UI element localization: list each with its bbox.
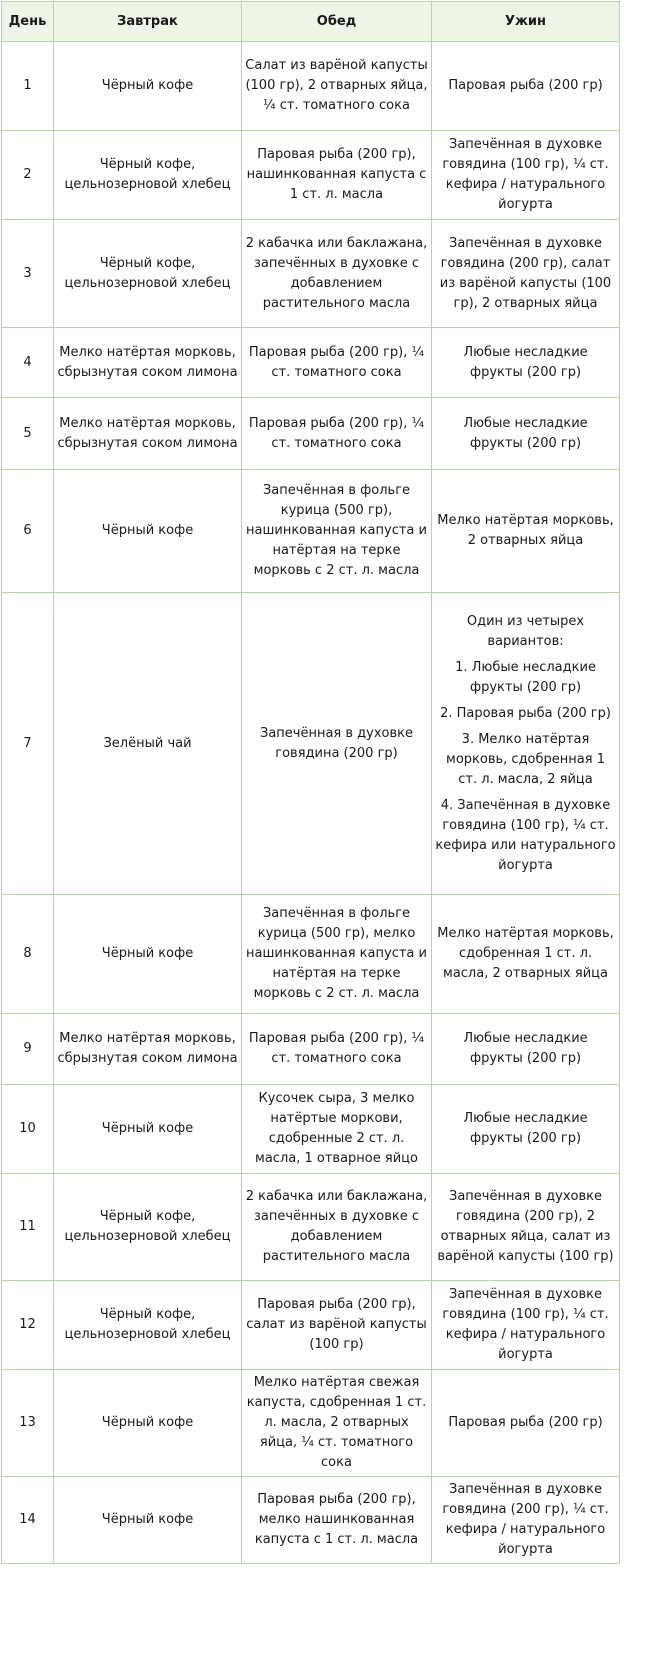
lunch-cell: Салат из варёной капусты (100 гр), 2 отварных яйца, ¼ ст. томатного сока	[242, 42, 432, 131]
day-cell: 9	[2, 1014, 54, 1085]
day-cell: 11	[2, 1174, 54, 1281]
table-row	[2, 1014, 620, 1085]
table-row	[2, 1281, 620, 1370]
table-row	[2, 593, 620, 895]
breakfast-cell: Чёрный кофе	[54, 470, 242, 593]
day-cell: 8	[2, 895, 54, 1014]
day-cell: 7	[2, 593, 54, 895]
lunch-cell: Паровая рыба (200 гр), салат из варёной капусты (100 гр)	[242, 1281, 432, 1370]
breakfast-cell: Чёрный кофе, цельнозерновой хлебец	[54, 131, 242, 220]
table-row	[2, 470, 620, 593]
dinner-option-item: 1. Любые несладкие фрукты (200 гр)	[455, 659, 596, 695]
breakfast-cell: Чёрный кофе	[54, 1477, 242, 1564]
day-cell: 3	[2, 220, 54, 328]
header-breakfast: Завтрак	[54, 2, 242, 42]
dinner-cell: Мелко натёртая морковь, 2 отварных яйца	[432, 470, 620, 593]
breakfast-cell: Чёрный кофе, цельнозерновой хлебец	[54, 1281, 242, 1370]
breakfast-cell: Чёрный кофе	[54, 1085, 242, 1174]
dinner-cell: Запечённая в духовке говядина (100 гр), ¼ ст. кефира / натурального йогурта	[432, 1281, 620, 1370]
lunch-cell: 2 кабачка или баклажана, запечённых в духовке с добавлением растительного масла	[242, 1174, 432, 1281]
lunch-cell: 2 кабачка или баклажана, запечённых в духовке с добавлением растительного масла	[242, 220, 432, 328]
dinner-cell: Паровая рыба (200 гр)	[432, 1370, 620, 1477]
lunch-cell: Паровая рыба (200 гр), нашинкованная капуста с 1 ст. л. масла	[242, 131, 432, 220]
dinner-cell: Мелко натёртая морковь, сдобренная 1 ст. л. масла, 2 отварных яйца	[432, 895, 620, 1014]
day-cell: 13	[2, 1370, 54, 1477]
dinner-cell: Запечённая в духовке говядина (200 гр), ¼ ст. кефира / натурального йогурта	[432, 1477, 620, 1564]
day-cell: 6	[2, 470, 54, 593]
day-cell: 5	[2, 398, 54, 470]
dinner-option-item: 2. Паровая рыба (200 гр)	[440, 705, 611, 721]
header-lunch: Обед	[242, 2, 432, 42]
table-row	[2, 42, 620, 131]
dinner-cell: Запечённая в духовке говядина (100 гр), ¼ ст. кефира / натурального йогурта	[432, 131, 620, 220]
breakfast-cell: Мелко натёртая морковь, сбрызнутая соком лимона	[54, 328, 242, 398]
table-row	[2, 398, 620, 470]
lunch-cell: Запечённая в фольге курица (500 гр), нашинкованная капуста и натёртая на терке морковь с 2 ст. л. масла	[242, 470, 432, 593]
dinner-options-cell	[432, 593, 620, 895]
dinner-options-intro: Один из четырех вариантов:	[466, 613, 585, 649]
table-row	[2, 328, 620, 398]
lunch-cell: Паровая рыба (200 гр), ¼ ст. томатного сока	[242, 1014, 432, 1085]
day-cell: 4	[2, 328, 54, 398]
breakfast-cell: Чёрный кофе	[54, 42, 242, 131]
lunch-cell: Запечённая в духовке говядина (200 гр)	[242, 593, 432, 895]
table-row	[2, 1174, 620, 1281]
lunch-cell: Паровая рыба (200 гр), ¼ ст. томатного сока	[242, 328, 432, 398]
table-row	[2, 895, 620, 1014]
dinner-cell: Любые несладкие фрукты (200 гр)	[432, 1014, 620, 1085]
header-dinner: Ужин	[432, 2, 620, 42]
diet-table	[1, 1, 620, 1564]
table-row	[2, 1370, 620, 1477]
dinner-option-item: 4. Запечённая в духовке говядина (100 гр), ¼ ст. кефира или натурального йогурта	[435, 797, 616, 873]
day-cell: 2	[2, 131, 54, 220]
lunch-cell: Мелко натёртая свежая капуста, сдобренная 1 ст. л. масла, 2 отварных яйца, ¼ ст. томатного сока	[242, 1370, 432, 1477]
day-cell: 1	[2, 42, 54, 131]
breakfast-cell: Мелко натёртая морковь, сбрызнутая соком лимона	[54, 1014, 242, 1085]
dinner-cell: Любые несладкие фрукты (200 гр)	[432, 398, 620, 470]
lunch-cell: Запечённая в фольге курица (500 гр), мелко нашинкованная капуста и натёртая на терке морковь с 2 ст. л. масла	[242, 895, 432, 1014]
breakfast-cell: Чёрный кофе, цельнозерновой хлебец	[54, 220, 242, 328]
lunch-cell: Паровая рыба (200 гр), ¼ ст. томатного сока	[242, 398, 432, 470]
breakfast-cell: Зелёный чай	[54, 593, 242, 895]
breakfast-cell: Чёрный кофе, цельнозерновой хлебец	[54, 1174, 242, 1281]
table-row	[2, 131, 620, 220]
dinner-cell: Запечённая в духовке говядина (200 гр), 2 отварных яйца, салат из варёной капусты (100 гр)	[432, 1174, 620, 1281]
breakfast-cell: Чёрный кофе	[54, 1370, 242, 1477]
day-cell: 12	[2, 1281, 54, 1370]
breakfast-cell: Мелко натёртая морковь, сбрызнутая соком лимона	[54, 398, 242, 470]
header-row	[2, 2, 620, 42]
dinner-option-item: 3. Мелко натёртая морковь, сдобренная 1 ст. л. масла, 2 яйца	[446, 731, 605, 787]
table-row	[2, 1085, 620, 1174]
dinner-cell: Запечённая в духовке говядина (200 гр), салат из варёной капусты (100 гр), 2 отварных яйца	[432, 220, 620, 328]
lunch-cell: Кусочек сыра, 3 мелко натёртые моркови, сдобренные 2 ст. л. масла, 1 отварное яйцо	[242, 1085, 432, 1174]
lunch-cell: Паровая рыба (200 гр), мелко нашинкованная капуста с 1 ст. л. масла	[242, 1477, 432, 1564]
day-cell: 14	[2, 1477, 54, 1564]
table-row	[2, 1477, 620, 1564]
breakfast-cell: Чёрный кофе	[54, 895, 242, 1014]
header-day: День	[2, 2, 54, 42]
dinner-cell: Любые несладкие фрукты (200 гр)	[432, 1085, 620, 1174]
dinner-cell: Паровая рыба (200 гр)	[432, 42, 620, 131]
day-cell: 10	[2, 1085, 54, 1174]
dinner-cell: Любые несладкие фрукты (200 гр)	[432, 328, 620, 398]
table-row	[2, 220, 620, 328]
